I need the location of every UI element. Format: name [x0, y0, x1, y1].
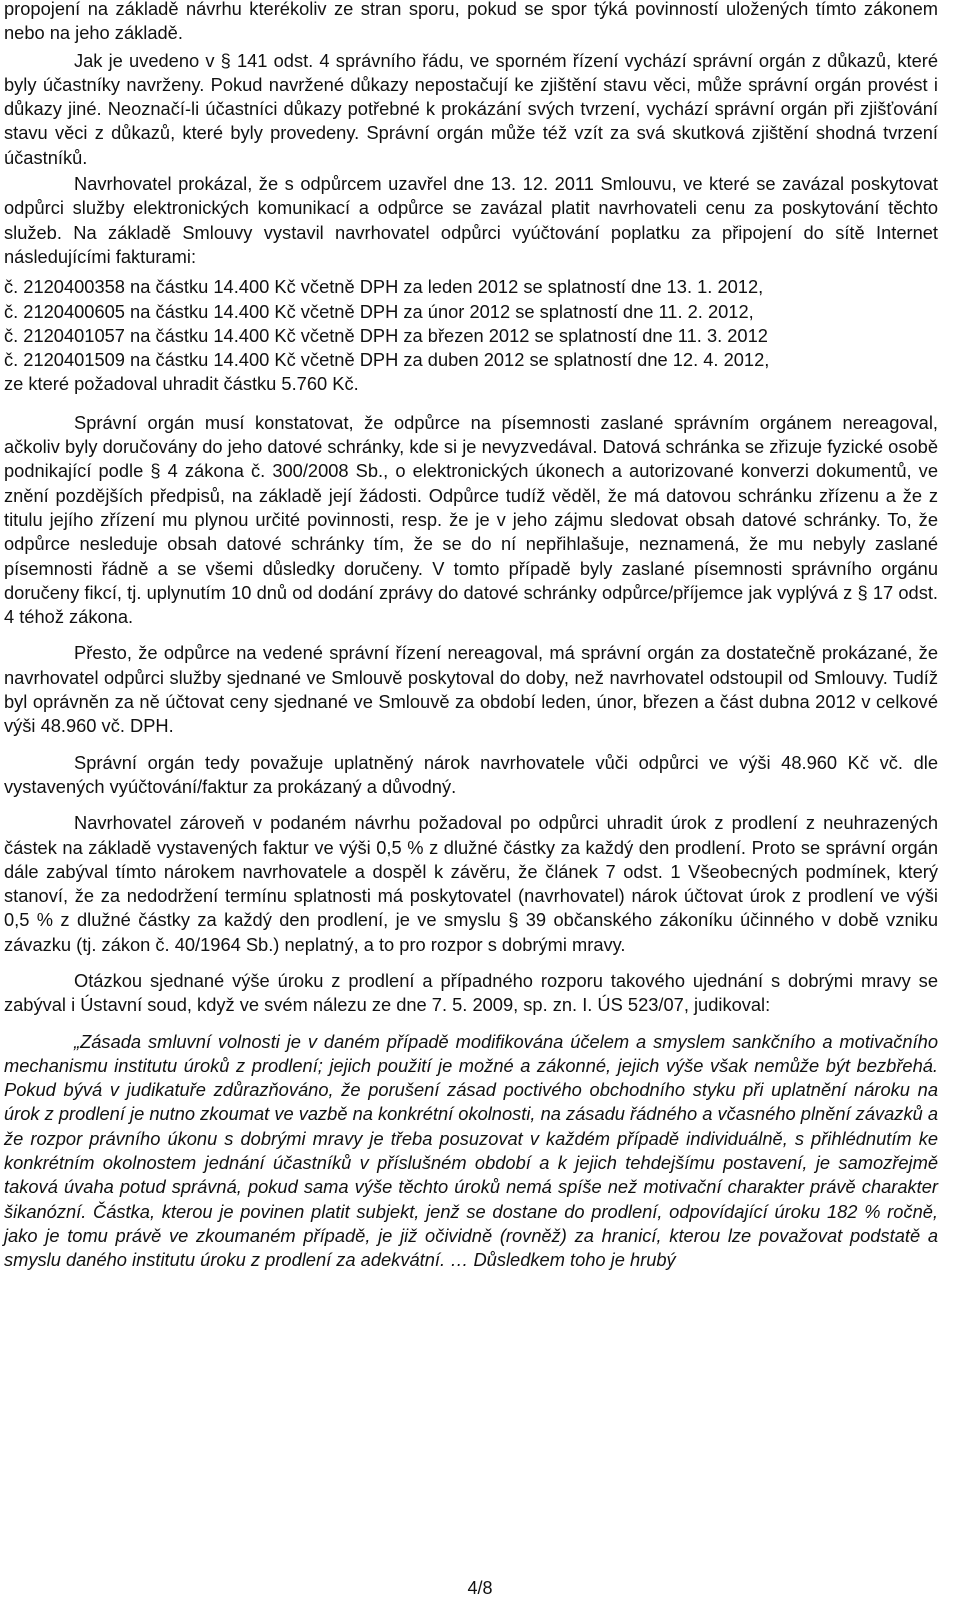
paragraph-interest-claim: Navrhovatel zároveň v podaném návrhu požadoval po odpůrci uhradit úrok z prodlení z neuhrazených částek na základě vystavených faktur ve výši 0,5 % z dlužné částky za každý den prodlení. Proto se správní orgán dále zabýval tímto nárokem navrhovatele a dospěl k závěru, že článek 7 odst. 1 Všeobecných podmínek, který stanoví, že za nedodržení termínu splatnosti má poskytovatel (navrhovatel) nárok účtovat úrok z prodlení ve výši 0,5 % z dlužné částky za každý den prodlení, je ve smyslu § 39 občanského zákoníku účinného v době vzniku závazku (tj. zákon č. 40/1964 Sb.) neplatný, a to pro rozpor s dobrými mravy. [4, 812, 938, 955]
paragraph-claim-proven: Správní orgán tedy považuje uplatněný nárok navrhovatele vůči odpůrci ve výši 48.960 Kč vč. dle vystavených vyúčtování/faktur za prokázaný a důvodný. [4, 751, 938, 797]
quotation-judgment: „Zásada smluvní volnosti je v daném případě modifikována účelem a smyslem sankčního a motivačního mechanismu institutu úroků z prodlení; jejich použití je možné a zákonné, jejich výše však nemůže být bezbřehá. Pokud bývá v judikatuře zdůrazňováno, že porušení zásad poctivého obchodního styku při uplatnění nároku na úrok z prodlení je nutno zkoumat ve vazbě na konkrétní okolnosti, na zásadu řádného a včasného plnění závazků a že rozpor právního úkonu s dobrými mravy je třeba posuzovat v každém případě individuálně, s přihlédnutím ke konkrétním okolnostem jednání účastníků v příslušném období a k jejich tehdejšímu postavení, je samozřejmě taková úvaha potud správná, pokud sama výše těchto úroků nemá spíše než motivační charakter právě charakter šikanózní. Částka, kterou je povinen platit subjekt, jenž se dostane do prodlení, odpovídající úroku 182 % ročně, jako je tomu právě ve zkoumaném případě, je již očividně (rovněž) za hranicí, kterou lze považovat podstatě a smyslu daného institutu úroku z prodlení za adekvátní. … Důsledkem toho je hrubý [4, 1030, 938, 1271]
invoice-summary-line: ze které požadoval uhradit částku 5.760 Kč. [4, 373, 359, 395]
invoice-line: č. 2120401057 na částku 14.400 Kč včetně DPH za březen 2012 se splatností dne 11. 3. 2012 [4, 324, 768, 346]
paragraph-evidence-rules: Jak je uvedeno v § 141 odst. 4 správního řádu, ve sporném řízení vychází správní orgán z důkazů, které byly účastníky navrženy. Pokud navržené důkazy nepostačují ke zjištění stavu věci, může správní orgán provést i důkazy jiné. Neoznačí-li účastníci důkazy potřebné k prokázání svých tvrzení, vychází správní orgán při zjišťování stavu věci z důkazů, které byly provedeny. Správní orgán může též vzít za svá skutková zjištění shodná tvrzení účastníků. [4, 49, 938, 168]
invoice-list [4, 275, 938, 396]
page-number: 4/8 [467, 1578, 493, 1598]
invoice-line: č. 2120400605 na částku 14.400 Kč včetně DPH za únor 2012 se splatností dne 11. 2. 2012, [4, 300, 754, 322]
paragraph-intro-continuation: propojení na základě návrhu kterékoliv ze stran sporu, pokud se spor týká povinností uložených tímto zákonem nebo na jeho základě. [4, 0, 938, 44]
paragraph-services-provided: Přesto, že odpůrce na vedené správní řízení nereagoval, má správní orgán za dostatečně prokázané, že navrhovatel odpůrci služby sjednané ve Smlouvě poskytoval do doby, než navrhovatel odstoupil od Smlouvy. Tudíž byl oprávněn za ně účtovat ceny sjednané ve Smlouvě za období leden, únor, březen a část dubna 2012 v celkové výši 48.960 vč. DPH. [4, 642, 938, 737]
invoice-line: č. 2120400358 na částku 14.400 Kč včetně DPH za leden 2012 se splatností dne 13. 1. 2012, [4, 276, 764, 298]
invoice-line: č. 2120401509 na částku 14.400 Kč včetně DPH za duben 2012 se splatností dne 12. 4. 2012, [4, 349, 770, 371]
paragraph-contract-proof: Navrhovatel prokázal, že s odpůrcem uzavřel dne 13. 12. 2011 Smlouvu, ve které se zavázal poskytovat odpůrci služby elektronických komunikací a odpůrce se zavázal platit navrhovateli cenu za poskytování těchto služeb. Na základě Smlouvy vystavil navrhovatel odpůrci vyúčtování poplatku za připojení do sítě Internet následujícími fakturami: [4, 173, 938, 267]
paragraph-constitutional-court: Otázkou sjednané výše úroku z prodlení a případného rozporu takového ujednání s dobrými mravy se zabýval i Ústavní soud, když ve svém nálezu ze dne 7. 5. 2009, sp. zn. I. ÚS 523/07, judikoval: [4, 969, 938, 1016]
paragraph-data-box: Správní orgán musí konstatovat, že odpůrce na písemnosti zaslané správním orgánem nereagoval, ačkoliv byly doručovány do jeho datové schránky, kde si je nevyzvedával. Datová schránka se zřizuje fyzické osobě podnikající podle § 4 zákona č. 300/2008 Sb., o elektronických úkonech a autorizované konverzi dokumentů, ve znění pozdějších předpisů, na základě její žádosti. Odpůrce tudíž věděl, že má datovou schránku zřízenu a že z titulu jejího zřízení mu plynou určité povinnosti, resp. že je v jeho zájmu sledovat obsah datové schránky. To, že odpůrce nesleduje obsah datové schránky tím, že se do ní nepřihlašuje, neznamená, že mu nebyly zaslané písemnosti řádně a se všemi důsledky doručeny. V tomto případě byly zaslané písemnosti správního orgánu doručeny fikcí, tj. uplynutím 10 dnů od dodání zprávy do datové schránky odpůrce/příjemce jak vyplývá z § 17 odst. 4 téhož zákona. [4, 411, 938, 628]
